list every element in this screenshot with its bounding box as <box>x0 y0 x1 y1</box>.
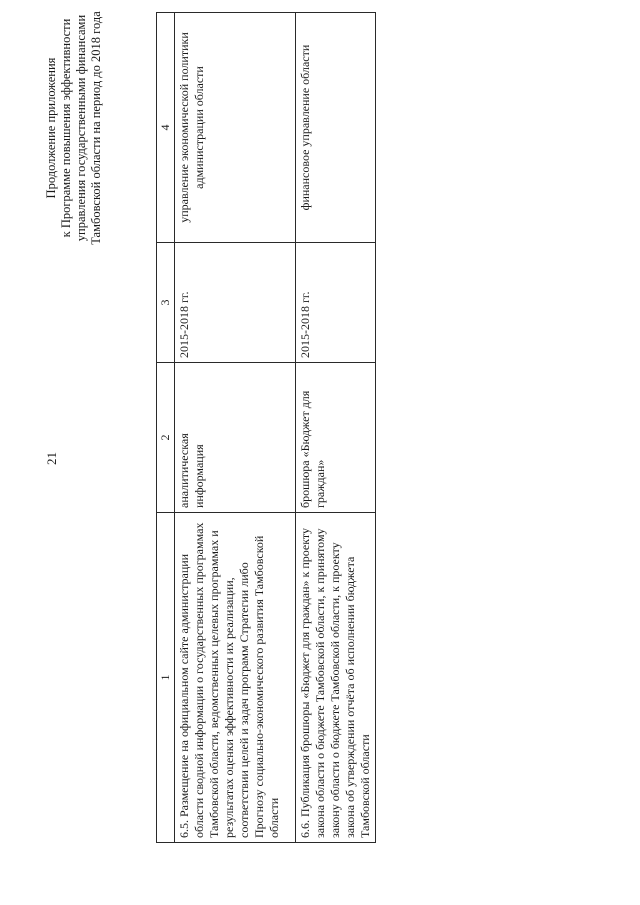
header-line: к Программе повышения эффективности <box>59 18 73 238</box>
column-number: 2 <box>157 363 175 513</box>
result-cell: аналитическая информация <box>175 363 296 513</box>
responsible-cell: финансовое управление области <box>296 13 376 243</box>
header-line: Тамбовской области на период до 2018 года <box>89 11 103 245</box>
period-cell: 2015-2018 гг. <box>296 243 376 363</box>
measure-cell: 6.5. Размещение на официальном сайте администрации области сводной информации о государственных программах Тамбовской области, ведомственных целевых программах и результатах оценки эффективности их реализации, соответствии целей и задач программ Стратегии либо Прогнозу социально-экономического развития Тамбовской области <box>175 513 296 843</box>
measures-table <box>156 12 376 843</box>
responsible-cell: управление экономической политики администрации области <box>175 13 296 243</box>
measure-cell: 6.6. Публикация брошюры «Бюджет для граждан» к проекту закона области о бюджете Тамбовской области, к принятому закону области о бюджете Тамбовской области, к проекту закона об утверждении отчёта об исполнении бюджета Тамбовской области <box>296 513 376 843</box>
header-line: управления государственными финансами <box>74 14 88 242</box>
page-number: 21 <box>44 452 59 465</box>
column-number: 1 <box>157 513 175 843</box>
table-row <box>296 13 376 843</box>
column-number: 4 <box>157 13 175 243</box>
table-header-row <box>157 13 175 843</box>
appendix-header <box>44 0 104 273</box>
header-line: Продолжение приложения <box>44 57 58 199</box>
table-row <box>175 13 296 843</box>
result-cell: брошюра «Бюджет для граждан» <box>296 363 376 513</box>
period-cell: 2015-2018 гг. <box>175 243 296 363</box>
column-number: 3 <box>157 243 175 363</box>
